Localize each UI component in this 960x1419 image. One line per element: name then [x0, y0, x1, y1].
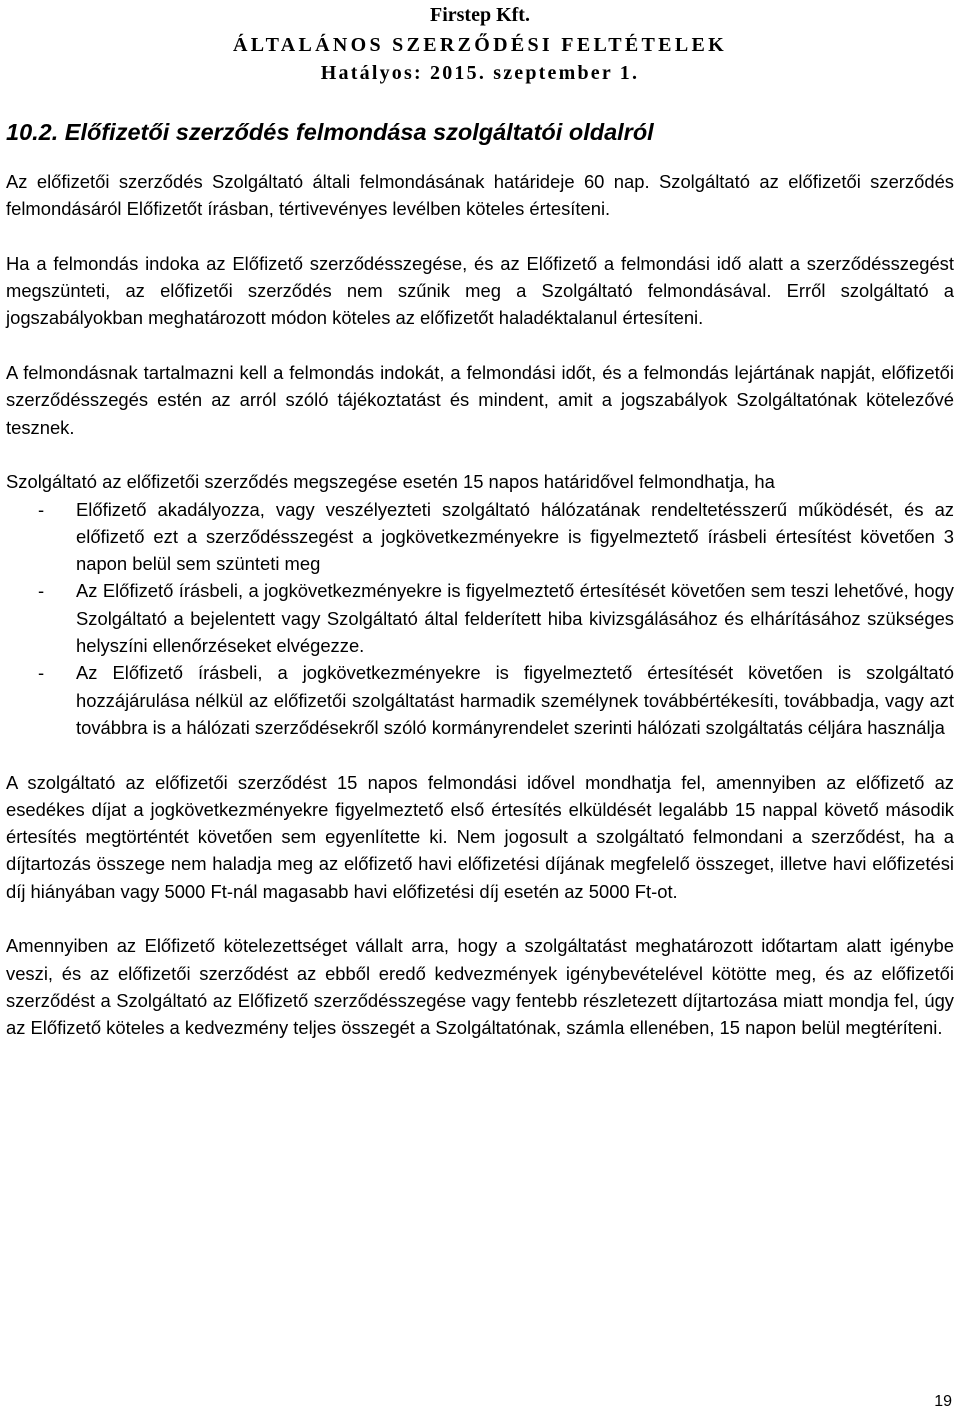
list-item [6, 496, 954, 578]
paragraph-breach-termination-intro: Szolgáltató az előfizetői szerződés megszegése esetén 15 napos határidővel felmondhatja, ha [6, 471, 775, 493]
list-item-text: Előfizető akadályozza, vagy veszélyezteti szolgáltató hálózatának rendeltetésszerű működését, és az előfizető ezt a szerződésszegést a jogkövetkezményekre is figyelmeztető írásbeli értesítést követően 3 napon belül sem szünteti meg [76, 498, 954, 575]
paragraph-notice-content: A felmondásnak tartalmazni kell a felmondás indokát, a felmondási időt, és a felmondás lejártának napját, előfizetői szerződésszegés estén az arról szóló tájékoztatást és mindent, amit a jogszabályok Szolgáltatónak kötelezővé tesznek. [6, 362, 954, 438]
document-body [6, 168, 954, 1069]
list-item-text: Az Előfizető írásbeli, a jogkövetkezményekre is figyelmeztető értesítését követően sem teszi lehetővé, hogy Szolgáltató a bejelentett vagy Szolgáltató által felderített hiba kivizsgálásához és elhárításához szükséges helyszíni ellenőrzéseket elvégezze. [76, 580, 954, 657]
company-name: Firstep Kft. [430, 4, 530, 26]
paragraph-notice-period: Az előfizetői szerződés Szolgáltató általi felmondásának határideje 60 nap. Szolgáltató az előfizetői szerződés felmondásáról Előfizetőt írásban, tértivevényes levélben köteles értesíteni. [6, 171, 954, 220]
paragraph-breach-remedy: Ha a felmondás indoka az Előfizető szerződésszegése, és az Előfizető a felmondási idő alatt a szerződésszegést megszünteti, az előfizetői szerződés nem szűnik meg a Szolgáltató felmondásával. Erről szolgáltató a jogszabályokban meghatározott módon köteles az előfizetőt haladéktalanul értesíteni. [6, 252, 954, 329]
list-item [6, 659, 954, 741]
list-item-text: Az Előfizető írásbeli, a jogkövetkezményekre is figyelmeztető értesítését követően is szolgáltató hozzájárulása nélkül az előfizetői szolgáltatást harmadik személynek továbbértékesíti, továbbadja, vagy azt továbbra is a hálózati szerződésekről szóló kormányrendelet szerinti hálózati szolgáltatás céljára használja [76, 662, 954, 738]
bullet-dash: - [38, 662, 45, 684]
paragraph-payment-default: A szolgáltató az előfizetői szerződést 15 napos felmondási idővel mondhatja fel, amennyiben az előfizető az esedékes díjat a jogkövetkezményekre figyelmeztető első értesítés elküldését legalább 15 nappal követő második értesítés megtörténtét követően sem egyenlítette ki. Nem jogosult a szolgáltató felmondani a szerződést, ha a díjtartozás összege nem haladja meg az előfizető havi előfizetési díjának megfelelő összeget, illetve havi előfizetési díj hiányában vagy 5000 Ft-nál magasabb havi előfizetési díj esetén az 5000 Ft-ot. [6, 771, 954, 902]
breach-conditions-list [6, 496, 954, 742]
bullet-dash: - [38, 580, 45, 602]
paragraph-discount-repayment: Amennyiben az Előfizető kötelezettséget vállalt arra, hogy a szolgáltatást meghatározott időtartam alatt igénybe veszi, és az előfizetői szerződést az ebből eredő kedvezmények igénybevételével kötötte meg, és az előfizetői szerződést a Szolgáltató az Előfizető szerződésszegése vagy fentebb részletezett díjtartozása miatt mondja fel, úgy az Előfizető köteles a kedvezmény teljes összegét a Szolgáltatónak, számla ellenében, 15 napon belül megtéríteni. [6, 935, 954, 1039]
effective-date: Hatályos: 2015. szeptember 1. [320, 62, 640, 84]
section-title: 10.2. Előfizetői szerződés felmondása szolgáltatói oldalról [6, 119, 654, 145]
page-number: 19 [934, 1393, 952, 1410]
document-title: ÁLTALÁNOS SZERZŐDÉSI FELTÉTELEK [233, 34, 727, 56]
list-item [6, 577, 954, 659]
bullet-dash: - [38, 498, 45, 520]
